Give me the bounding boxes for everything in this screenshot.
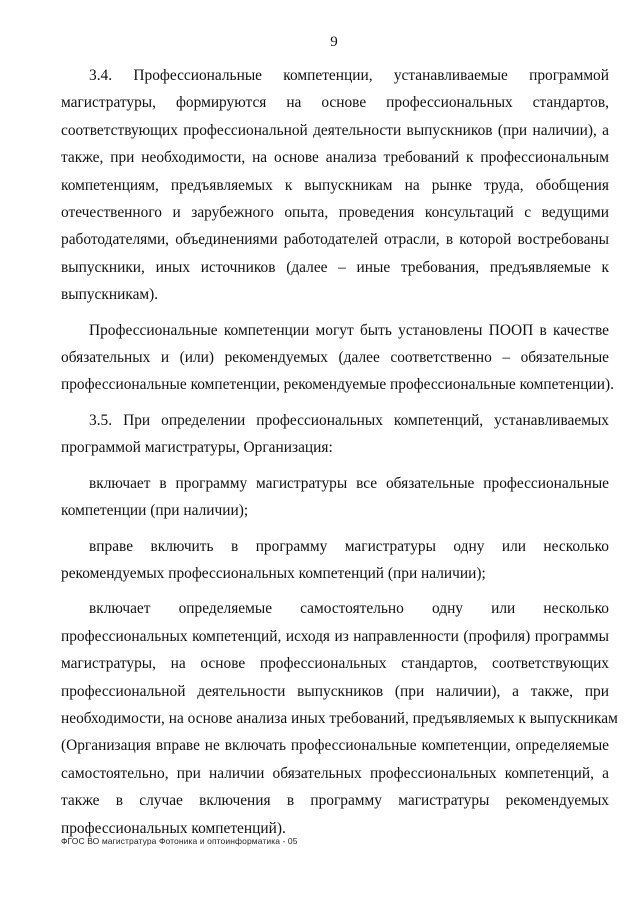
- text-line: профессиональных компетенций).: [61, 819, 286, 837]
- text-line: отечественного и зарубежного опыта, проведения консультаций с ведущими: [61, 204, 609, 222]
- text-line: магистратуры, на основе профессиональных стандартов, соответствующих: [61, 655, 609, 673]
- text-line: 3.5. При определении профессиональных компетенций, устанавливаемых: [89, 411, 609, 429]
- paragraph-gap: [61, 309, 609, 317]
- text-line: необходимости, на основе анализа иных требований, предъявляемых к выпускникам: [61, 709, 618, 727]
- paragraph-includes-self-defined: [61, 595, 618, 842]
- text-line: включает определяемые самостоятельно одну или несколько: [89, 600, 609, 618]
- text-line: программой магистратуры, Организация:: [61, 439, 333, 457]
- text-line: 3.4. Профессиональные компетенции, устанавливаемые программой: [89, 67, 609, 84]
- text-line: соответствующих профессиональной деятельности выпускников (при наличии), а: [61, 121, 609, 139]
- text-line: обязательных и (или) рекомендуемых (далее соответственно – обязательные: [61, 349, 609, 367]
- text-line: Профессиональные компетенции могут быть установлены ПООП в качестве: [89, 321, 609, 339]
- paragraph-3-4: [61, 62, 609, 309]
- page-footer: ФГОС ВО магистратура Фотоника и оптоинформатика - 05: [61, 836, 298, 846]
- text-line: вправе включить в программу магистратуры одну или несколько: [89, 537, 609, 555]
- text-line: профессиональные компетенции, рекомендуемые профессиональные компетенции).: [61, 376, 614, 394]
- text-line: компетенции (при наличии);: [61, 502, 249, 520]
- text-line: выпускникам).: [61, 286, 159, 304]
- text-line: рекомендуемых профессиональных компетенций (при наличии);: [61, 564, 486, 582]
- paragraph-may-include: [61, 533, 609, 588]
- paragraph-gap: [61, 587, 609, 595]
- paragraph-includes-required: [61, 470, 609, 525]
- text-line: выпускники, иных источников (далее – иные требования, предъявляемые к: [61, 258, 609, 276]
- paragraph-3-5: [61, 407, 609, 462]
- paragraph-gap: [61, 462, 609, 470]
- paragraph-gap: [61, 525, 609, 533]
- text-line: также, при необходимости, на основе анализа требований к профессиональным: [61, 149, 609, 167]
- text-line: работодателями, объединениями работодателей отрасли, в которой востребованы: [61, 231, 609, 249]
- text-line: (Организация вправе не включать профессиональные компетенции, определяемые: [61, 737, 609, 755]
- document-body: [61, 62, 618, 842]
- text-line: профессиональных компетенций, исходя из направленности (профиля) программы: [61, 627, 609, 645]
- text-line: также в случае включения в программу магистратуры рекомендуемых: [61, 792, 609, 810]
- text-line: профессиональной деятельности выпускников (при наличии), а также, при: [61, 682, 609, 700]
- text-line: магистратуры, формируются на основе профессиональных стандартов,: [61, 94, 609, 112]
- text-line: компетенциям, предъявляемых к выпускникам на рынке труда, обобщения: [61, 176, 609, 194]
- text-line: самостоятельно, при наличии обязательных профессиональных компетенций, а: [61, 764, 609, 782]
- paragraph-gap: [61, 399, 609, 407]
- text-line: включает в программу магистратуры все обязательные профессиональные: [89, 474, 609, 492]
- paragraph-professional-competencies: [61, 317, 614, 399]
- page-number: 9: [330, 34, 338, 50]
